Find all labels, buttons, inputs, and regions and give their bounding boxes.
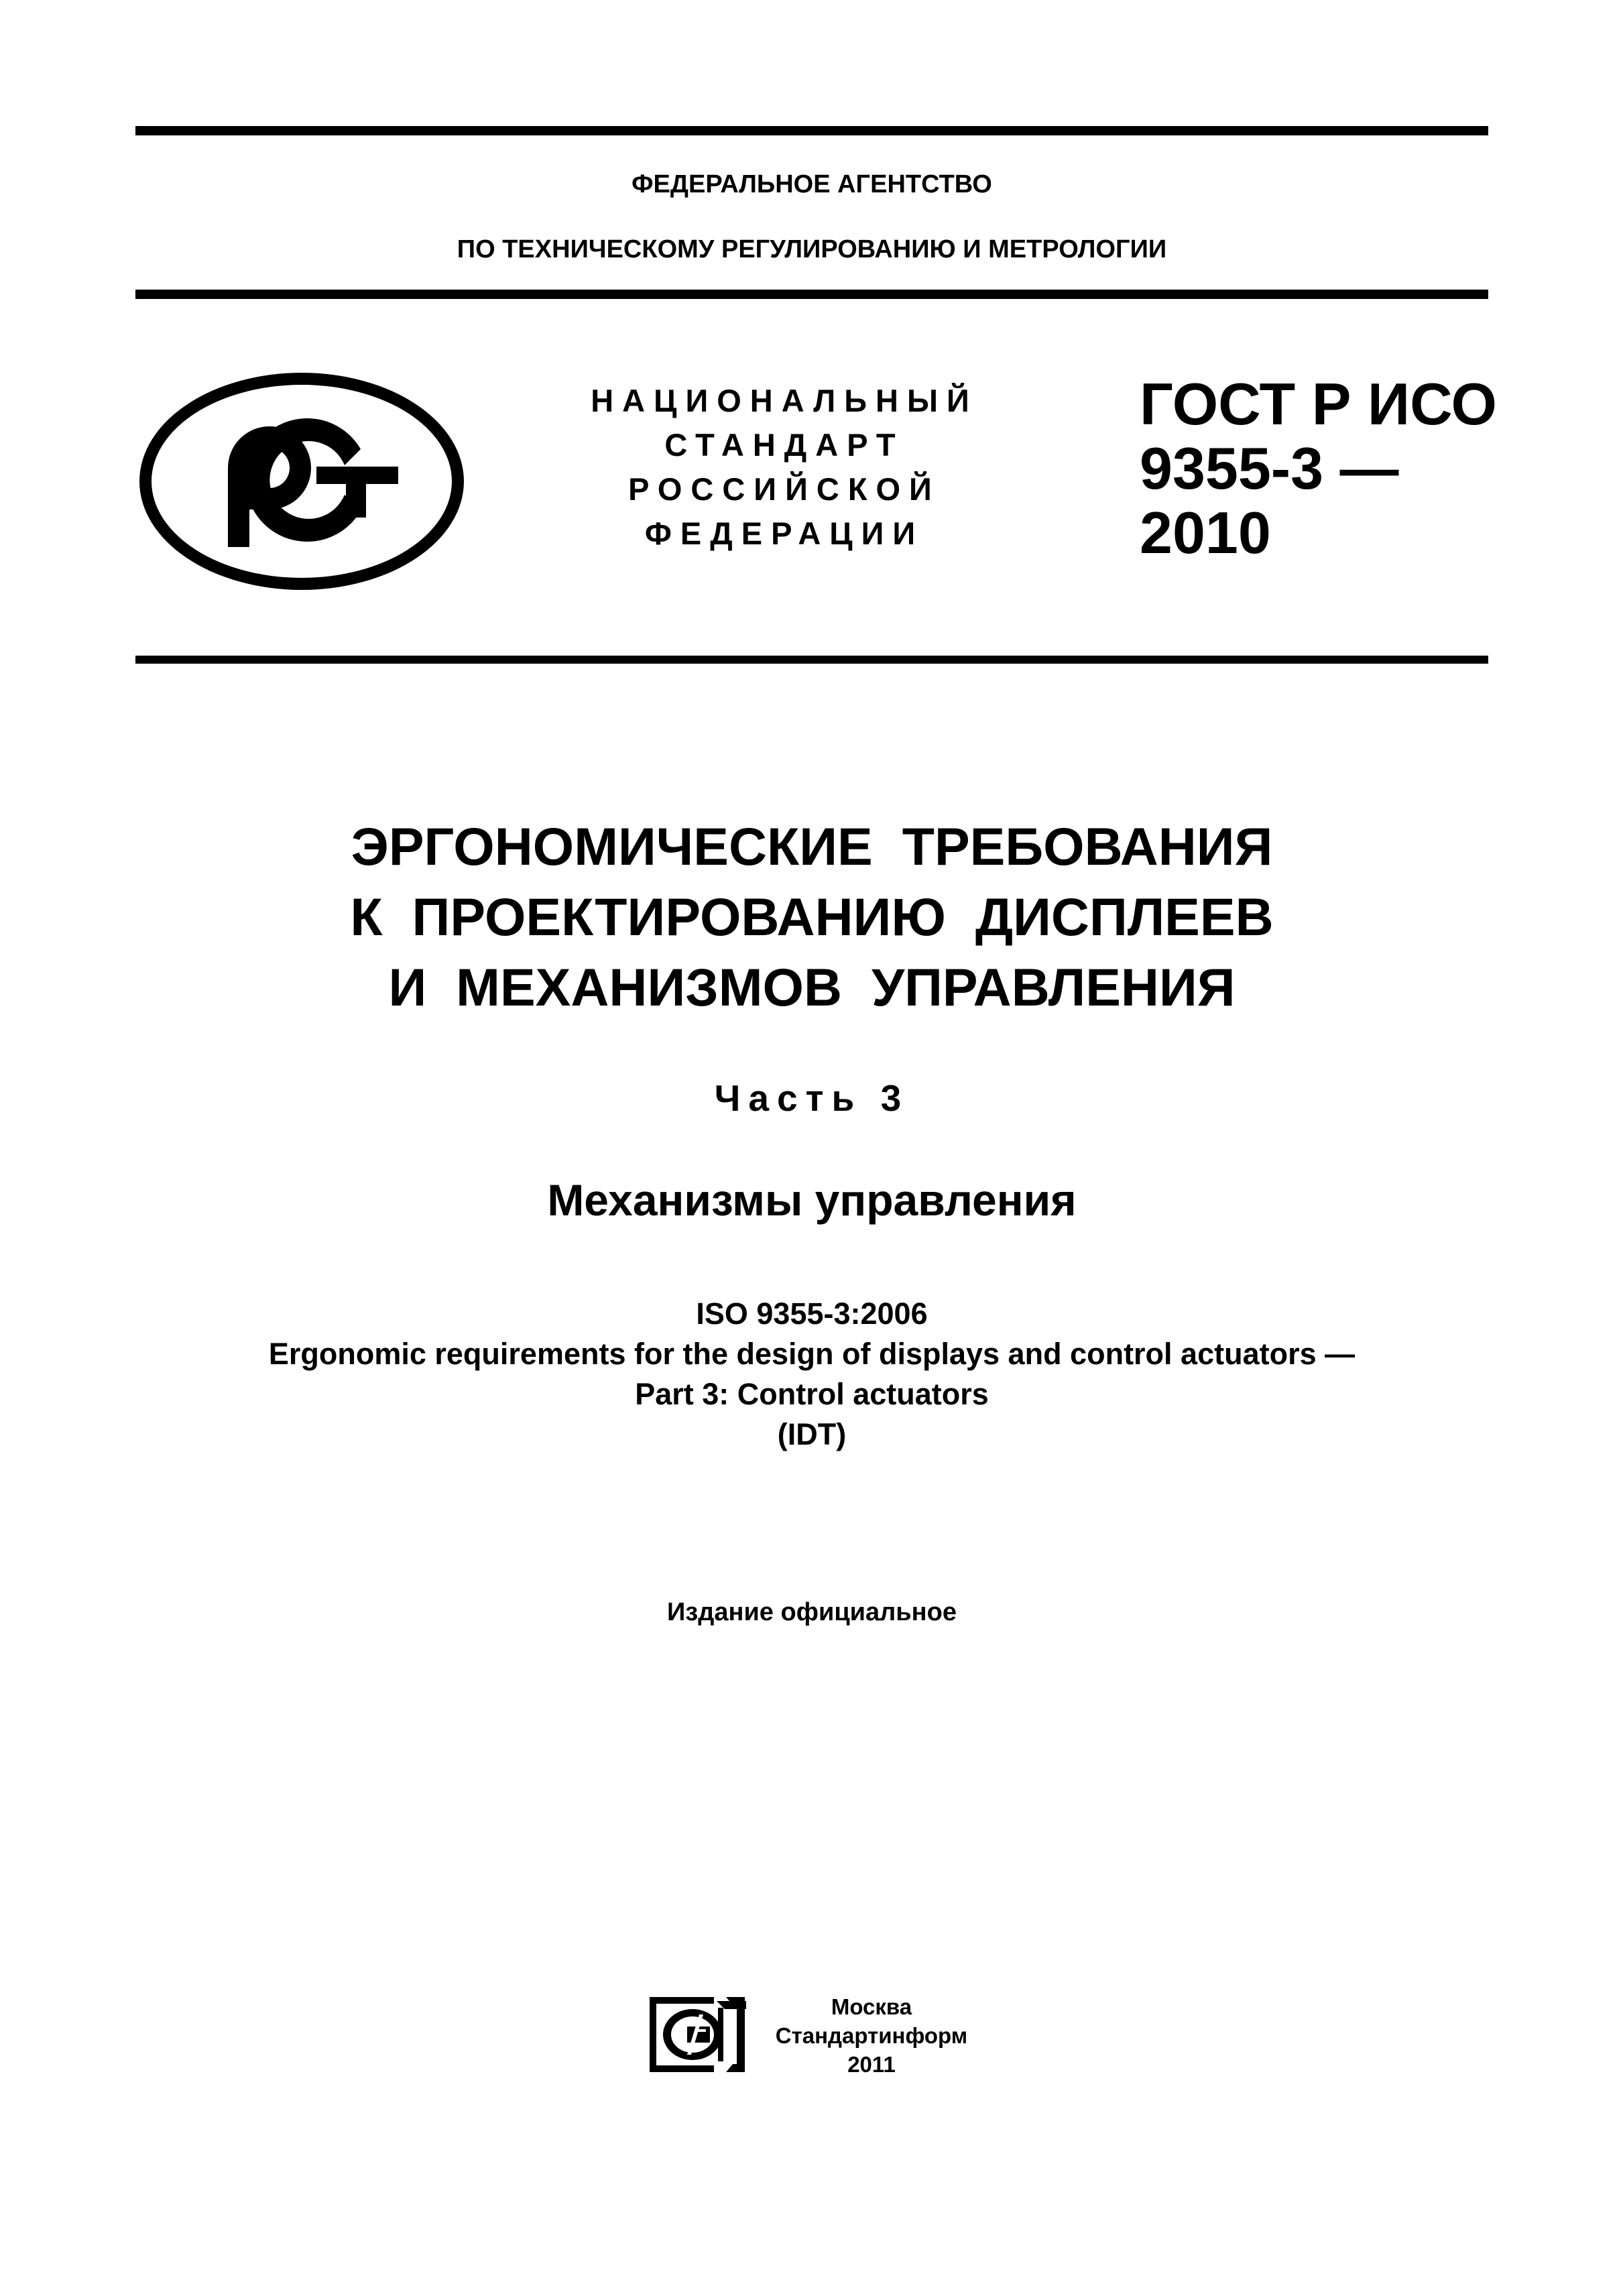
- standard-designation: [1140, 371, 1497, 566]
- standartinform-logo-icon: [647, 1994, 747, 2075]
- agency-bottom-rule: [135, 290, 1488, 299]
- gost-r-logo-icon: [134, 367, 469, 595]
- document-title: [135, 811, 1488, 1022]
- national-standard-line: ФЕДЕРАЦИИ: [644, 516, 924, 551]
- publisher-city: Москва: [831, 1994, 912, 2019]
- publisher-block: [758, 1992, 985, 2079]
- publisher-name: Стандартинформ: [775, 2023, 968, 2048]
- title-line: ЭРГОНОМИЧЕСКИЕ ТРЕБОВАНИЯ: [351, 817, 1273, 876]
- designation-line: 2010: [1140, 499, 1271, 566]
- national-standard-line: НАЦИОНАЛЬНЫЙ: [591, 383, 978, 418]
- iso-reference-line: Part 3: Control actuators: [635, 1377, 989, 1411]
- publication-year: 2011: [847, 2052, 896, 2077]
- iso-reference-line: (IDT): [777, 1417, 847, 1451]
- designation-line: 9355-3 —: [1140, 435, 1399, 501]
- part-number: Часть 3: [714, 1077, 910, 1119]
- part-title: Механизмы управления: [547, 1175, 1077, 1225]
- designation-line: ГОСТ Р ИСО: [1140, 371, 1497, 437]
- iso-reference: [135, 1294, 1488, 1455]
- iso-reference-line: Ergonomic requirements for the design of displays and control actuators —: [268, 1337, 1356, 1371]
- national-standard-line: РОССИЙСКОЙ: [628, 471, 941, 507]
- national-standard-label: [550, 379, 1019, 556]
- title-line: К ПРОЕКТИРОВАНИЮ ДИСПЛЕЕВ: [350, 887, 1274, 947]
- iso-reference-line: ISO 9355-3:2006: [696, 1296, 928, 1331]
- top-rule: [135, 126, 1488, 135]
- agency-line-2: ПО ТЕХНИЧЕСКОМУ РЕГУЛИРОВАНИЮ И МЕТРОЛОГИИ: [457, 235, 1167, 263]
- agency-line-1: ФЕДЕРАЛЬНОЕ АГЕНТСТВО: [632, 170, 992, 198]
- national-standard-line: СТАНДАРТ: [664, 427, 904, 463]
- header-bottom-rule: [135, 656, 1488, 664]
- title-line: И МЕХАНИЗМОВ УПРАВЛЕНИЯ: [388, 957, 1236, 1017]
- edition-label: Издание официальное: [667, 1598, 957, 1626]
